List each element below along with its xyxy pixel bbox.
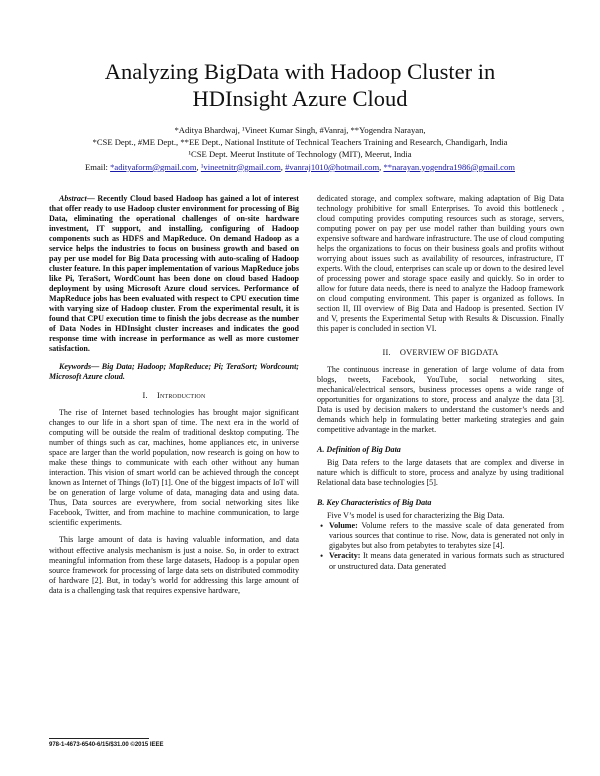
abstract (49, 194, 299, 354)
section-number: II. (382, 348, 391, 358)
email-link-2[interactable]: ¹vineetnitr@gmail.com (200, 161, 281, 172)
keywords: Keywords— Big Data; Hadoop; MapReduce; Pi; TeraSort; Wordcount; Microsoft Azure cloud. (49, 362, 299, 382)
section-number: I. (142, 391, 148, 401)
intro-paragraph-2: This large amount of data is having valuable information, and data without effective analysis mechanism is just a noise. So, in order to extract meaningful information from these large datasets, Hadoop is a popular open source framework for processing of large data sets on distributed commodity of hardware [2]. But, in today’s world for addressing this large amount of data is a challenging task that requires expensive hardware, (49, 535, 299, 595)
email-label: Email: (85, 161, 108, 172)
list-item-label: Volume: (329, 521, 358, 531)
intro-paragraph-1: The rise of Internet based technologies has brought major significant changes to our life in a short span of time. The next era in the world of computing will be outside the realm of traditional desktop computing. The number of things such as car, machines, home appliances etc, in universe space are larger than the world population, now research is going on how to make these things to communicate with each other without any human interaction. This vision of smart world can be achieved through the concept known as Internet of Things (IoT) [1]. One of the biggest impacts of IoT will be on generation of large volume of data, managing data and using data. Thus, Data sources are everywhere, from social networking sites like Facebook, Twitter, and from machine to machine communication, to large scientific experiments. (49, 408, 299, 528)
author-names: *Aditya Bhardwaj, ¹Vineet Kumar Singh, #Vanraj, **Yogendra Narayan, (174, 125, 426, 135)
author-block (22, 124, 578, 173)
title-line-2: HDInsight Azure Cloud (192, 86, 408, 111)
abstract-text: Recently Cloud based Hadoop has gained a lot of interest that offer ready to use Hadoop cluster environment for processing of Big Data, eliminating the operational challenges of on-site hardware investment, IT support, and installing, configuring of Hadoop components such as HDFS and MapReduce. On demand Hadoop as a service helps the industries to focus on business growth and based on pay per use model for Big Data processing with auto-scaling of Hadoop cluster feature. In this paper implementation of various MapReduce jobs like Pi, TeraSort, WordCount has been done on cloud based Hadoop deployment by using Microsoft Azure cloud services. Performance of MapReduce jobs has been evaluated with respect to CPU execution time with varying size of Hadoop cluster. From the experimental result, it is found that CPU execution time to finish the jobs decrease as the number of Data Nodes in HDInsight cluster increases and indicates the good response time with increase in performance as well as more customer satisfaction. (49, 194, 299, 354)
list-item-volume (329, 521, 564, 551)
section-title: Introduction (156, 391, 206, 401)
email-link-4[interactable]: **narayan.yogendra1986@gmail.com (383, 161, 515, 172)
section-title: OVERVIEW OF BIGDATA (399, 348, 499, 358)
affiliation-2: ¹CSE Dept. Meerut Institute of Technology (MIT), Meerut, India (188, 149, 412, 160)
intro-continued-paragraph: dedicated storage, and complex software, making adaptation of Big Data technology prohibitive for small Enterprises. To avoid this bottleneck , cloud computing provides computing resources such as storage, servers, computing power on pay per use model rather than building yours own expensive software and hardware infrastructure. The use of cloud computing helps the organizations to focus on their business goals and profits without worrying about issues such as availability of resources, infrastructure, IT experts. With the cloud, enterprises can scale up or down to the desired level of processing power and storage space easily and quickly. So in order to allow for future data needs, there is need to analyze the Hadoop framework on cloud computing environment. This paper is organized as follows. In section II, III overview of Big Data and Hadoop is presented. Section IV and V, presents the Experimental Setup with Results & Discussion. Finally this paper is concluded in section VI. (317, 194, 564, 334)
footer-divider (49, 738, 149, 739)
list-item-text: It means data generated in various formats such as structured or unstructured data. Data generated (329, 551, 564, 571)
right-column (317, 194, 564, 572)
abstract-label: Abstract— (59, 194, 95, 203)
section-heading-bigdata (317, 348, 564, 358)
bigdata-paragraph: The continuous increase in generation of large volume of data from blogs, tweets, Facebook, YouTube, social networking sites, mechanical/electrical sensors, business processes opens a wide range of opportunities for organizations to store, process and analyze the data [3]. Data is used by decision makers to understand the customer’s needs and demands which help in formulating better marketing strategies and gain competitive advantage in the market. (317, 365, 564, 435)
title-line-1: Analyzing BigData with Hadoop Cluster in (104, 59, 496, 84)
subsection-heading-definition: A. Definition of Big Data (317, 445, 401, 455)
definition-paragraph: Big Data refers to the large datasets that are complex and diverse in nature which is difficult to store, process and analyze by using traditional Relational data base technologies [5]. (317, 458, 564, 488)
email-line: Email: *adityaform@gmail.com, ¹vineetnitr@gmail.com, #vanraj1010@hotmail.com, **narayan.yogendra1986@gmail.com (85, 161, 515, 172)
affiliation-1: *CSE Dept., #ME Dept., **EE Dept., National Institute of Technical Teachers Training and Research, Chandigarh, India (92, 137, 508, 148)
left-column (49, 194, 299, 596)
email-link-3[interactable]: #vanraj1010@hotmail.com (285, 161, 380, 172)
paper-title (40, 58, 560, 112)
email-link-1[interactable]: *adityaform@gmail.com (110, 161, 197, 172)
characteristics-intro: Five V’s model is used for characterizing the Big Data. (327, 511, 505, 521)
subsection-heading-characteristics: B. Key Characteristics of Big Data (317, 498, 432, 508)
list-item-label: Veracity: (329, 551, 361, 561)
list-item-text: Volume refers to the massive scale of data generated from various sources that continue to rise. Now, data is generated not only in gigabytes but also from petabytes to terabytes size [4]. (329, 521, 564, 551)
section-heading-introduction (49, 391, 299, 401)
copyright-notice: 978-1-4673-6540-6/15/$31.00 ©2015 IEEE (49, 742, 164, 748)
list-item-veracity (329, 551, 564, 571)
characteristics-list (317, 521, 564, 571)
